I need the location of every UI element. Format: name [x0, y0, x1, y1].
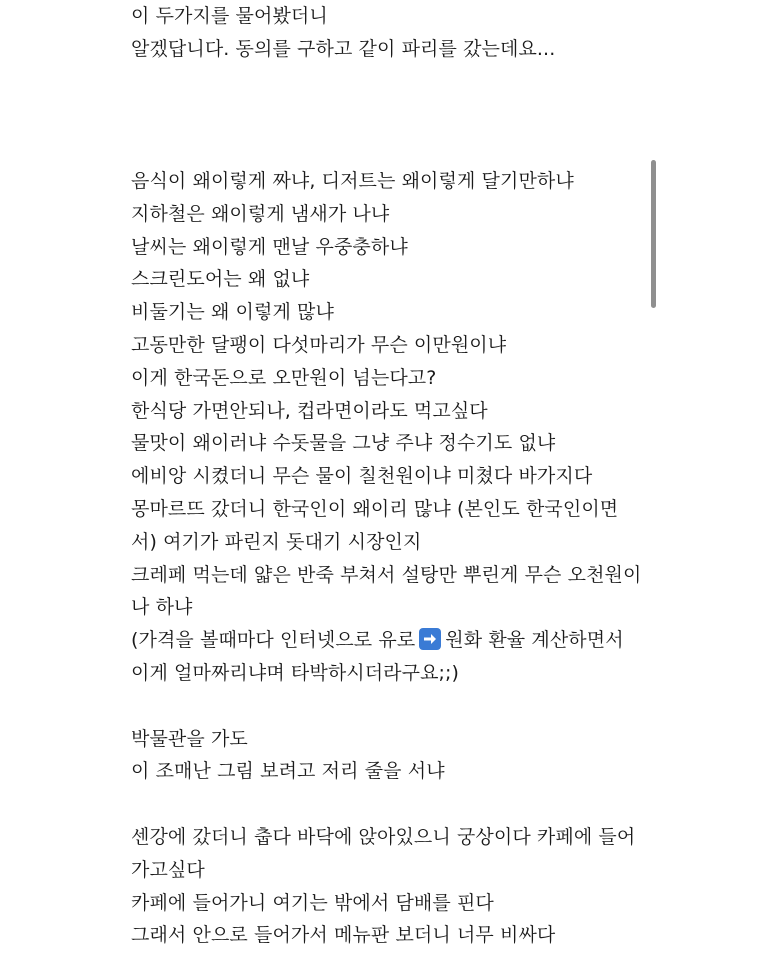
text-line: 서) 여기가 파린지 돗대기 시장인지 — [131, 530, 422, 553]
text-line: 그래서 안으로 들어가서 메뉴판 보더니 너무 비싸다 — [131, 924, 556, 947]
text-line: 센강에 갔더니 춥다 바닥에 앉아있으니 궁상이다 카페에 들어 — [131, 825, 636, 848]
text-fragment: (가격을 볼때마다 인터넷으로 유로 — [131, 629, 416, 652]
text-line: 한식당 가면안되나, 컵라면이라도 먹고싶다 — [131, 399, 488, 422]
text-fragment: 원화 환율 계산하면서 — [445, 629, 624, 652]
text-line-with-arrow — [131, 624, 661, 657]
paragraph-gap — [131, 788, 661, 821]
text-line: 음식이 왜이렇게 짜냐, 디저트는 왜이렇게 달기만하냐 — [131, 170, 574, 192]
text-line: 비둘기는 왜 이렇게 많냐 — [131, 301, 334, 324]
text-line: 스크린도어는 왜 없냐 — [131, 268, 310, 291]
text-line: 이게 얼마짜리냐며 타박하시더라구요;;) — [131, 661, 460, 684]
body-text — [131, 165, 661, 952]
text-line: 가고싶다 — [131, 858, 205, 881]
text-line: 크레페 먹는데 얇은 반죽 부쳐서 설탕만 뿌린게 무슨 오천원이 — [131, 563, 642, 586]
text-line: 몽마르뜨 갔더니 한국인이 왜이리 많냐 (본인도 한국인이면 — [131, 497, 619, 520]
text-line: 고동만한 달팽이 다섯마리가 무슨 이만원이냐 — [131, 333, 507, 356]
text-line: 카페에 들어가니 여기는 밖에서 담배를 핀다 — [131, 891, 494, 914]
intro-text — [131, 0, 661, 66]
right-arrow-emoji-icon — [419, 628, 441, 650]
text-line: 날씨는 왜이렇게 맨날 우중충하냐 — [131, 235, 408, 258]
paragraph-gap — [131, 690, 661, 723]
text-line: 물맛이 왜이러냐 수돗물을 그냥 주냐 정수기도 없냐 — [131, 432, 556, 455]
vertical-scrollbar[interactable] — [651, 160, 657, 310]
text-line: 이 두가지를 물어봤더니 — [131, 5, 328, 27]
scrollbar-thumb[interactable] — [651, 160, 656, 308]
text-line: 알겠답니다. 동의를 구하고 같이 파리를 갔는데요... — [131, 37, 556, 60]
text-line: 이 조매난 그림 보려고 저리 줄을 서냐 — [131, 760, 445, 783]
text-line: 박물관을 가도 — [131, 727, 248, 750]
text-line: 에비앙 시켰더니 무슨 물이 칠천원이냐 미쳤다 바가지다 — [131, 465, 593, 488]
text-line: 나 하냐 — [131, 596, 193, 619]
text-line: 이게 한국돈으로 오만원이 넘는다고? — [131, 366, 437, 389]
text-line: 지하철은 왜이렇게 냄새가 나냐 — [131, 202, 390, 225]
